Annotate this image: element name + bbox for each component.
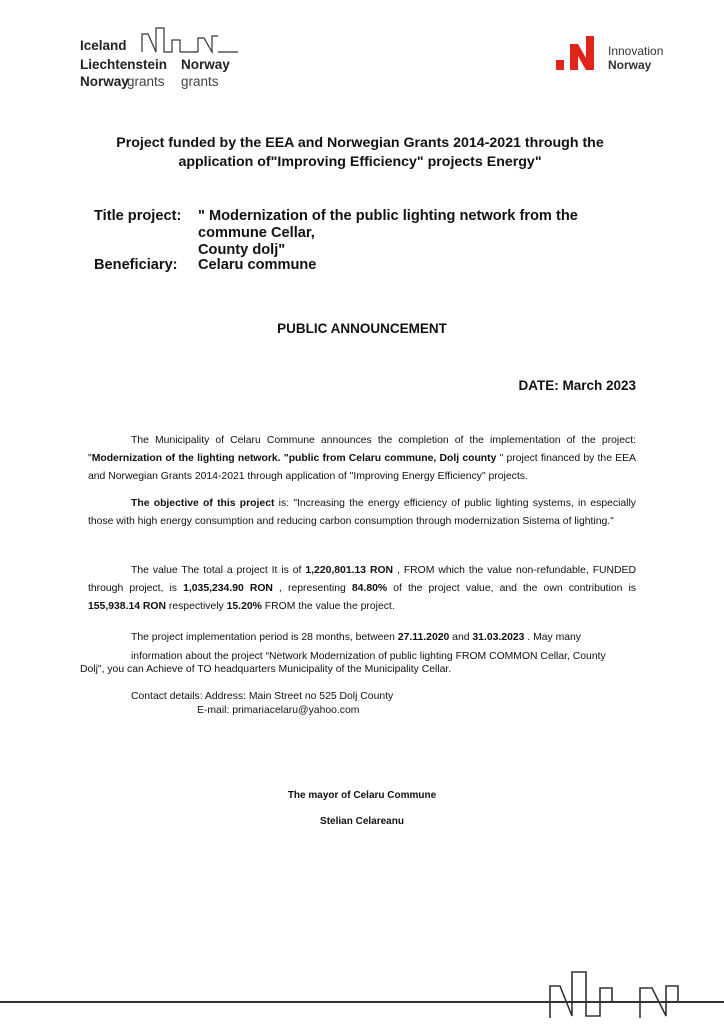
eea-grants-logo bbox=[80, 24, 240, 88]
end-date: 31.03.2023 bbox=[472, 632, 525, 643]
p2-text-bold: The objective of this project bbox=[131, 498, 275, 509]
p3-text-c: , FROM which the value non-refundable, FUNDED through project, is bbox=[88, 565, 636, 594]
innovation-text: Innovation bbox=[608, 44, 664, 58]
innovation-norway-text bbox=[608, 44, 663, 72]
title-line-3: County dolj" bbox=[198, 242, 286, 258]
title-project-label: Title project: bbox=[94, 208, 182, 224]
p3-text-a: The value The total a project It is of bbox=[131, 565, 306, 576]
p3-text-e: , representing bbox=[272, 583, 352, 594]
beneficiary-label: Beneficiary: bbox=[94, 257, 178, 273]
paragraph-period bbox=[88, 629, 636, 647]
p4-text-a: The project implementation period is 28 months, between bbox=[131, 632, 398, 643]
announcement-date: DATE: March 2023 bbox=[518, 378, 636, 393]
funding-line-2: application of"Improving Efficiency" projects Energy" bbox=[178, 154, 542, 170]
innovation-norway-logo bbox=[556, 36, 676, 76]
total-value: 1,220,801.13 RON bbox=[305, 565, 394, 576]
p1-text-bold: Modernization of the lighting network. "public from Celaru commune, Dolj county bbox=[91, 453, 497, 464]
paragraph-completion bbox=[88, 432, 636, 486]
innovation-norway-mark-icon bbox=[556, 36, 600, 72]
logo-text-iceland: Iceland bbox=[80, 38, 127, 53]
footer-grants-mark-icon bbox=[520, 960, 724, 1020]
funding-line-1: Project funded by the EEA and Norwegian Grants 2014-2021 through the bbox=[116, 135, 604, 151]
p2-text: is: "Increasing the energy efficiency of public lighting systems, in especially those with high energy consumption and reducing carbon consumption through modernization Sistema of lighting." bbox=[88, 498, 636, 527]
contact-email: E-mail: primariacelaru@yahoo.com bbox=[197, 705, 360, 716]
p4-text-e: . May many bbox=[524, 632, 582, 643]
p4-text-c: and bbox=[449, 632, 473, 643]
own-contribution-value: 155,938.14 RON bbox=[88, 601, 166, 612]
eea-grants-mark-icon bbox=[140, 24, 240, 56]
funded-value: 1,035,234.90 RON bbox=[183, 583, 273, 594]
title-line-2: commune Cellar, bbox=[198, 225, 315, 241]
norway-text: Norway bbox=[608, 58, 652, 72]
announcement-heading: PUBLIC ANNOUNCEMENT bbox=[277, 321, 447, 336]
paragraph-value bbox=[88, 562, 636, 616]
mayor-title: The mayor of Celaru Commune bbox=[287, 790, 437, 801]
logo-text-norway: Norway bbox=[181, 57, 230, 72]
p1-text-a: The Municipality of Celaru Commune announces the completion of the implementation of the project: " bbox=[88, 435, 636, 464]
funding-statement bbox=[80, 134, 640, 172]
p1-text-c: " project financed by the EEA and Norwegian Grants 2014-2021 through application of "Improving Energy Efficiency" projects. bbox=[88, 453, 636, 482]
p3-text-i: respectively bbox=[165, 601, 227, 612]
contact-details bbox=[131, 690, 393, 718]
beneficiary-value: Celaru commune bbox=[198, 257, 317, 273]
paragraph-objective bbox=[88, 495, 636, 531]
title-line-1: " Modernization of the public lighting network from the bbox=[198, 208, 578, 224]
mayor-name: Stelian Celareanu bbox=[320, 816, 404, 827]
p5-line-2: Dolj", you can Achieve of TO headquarters Municipality of the Municipality Cellar. bbox=[80, 664, 452, 675]
p5-line-1: information about the project “Network Modernization of public lighting FROM COMMON Cellar, County bbox=[131, 651, 606, 662]
paragraph-information bbox=[80, 650, 636, 676]
p3-text-g: of the project value, and the own contribution is bbox=[387, 583, 637, 594]
logo-text-norway-2: Norway bbox=[80, 74, 129, 89]
logo-text-liechtenstein: Liechtenstein bbox=[80, 57, 168, 72]
logo-text-grants-2: grants bbox=[181, 74, 219, 89]
contact-address: Contact details: Address: Main Street no 525 Dolj County bbox=[131, 691, 394, 702]
logo-text-grants: grants bbox=[127, 74, 165, 89]
start-date: 27.11.2020 bbox=[397, 632, 450, 643]
funded-percent: 84.80% bbox=[351, 583, 388, 594]
p3-text-k: FROM the value the project. bbox=[261, 601, 395, 612]
title-project-value bbox=[198, 208, 618, 259]
own-contribution-percent: 15.20% bbox=[226, 601, 262, 612]
